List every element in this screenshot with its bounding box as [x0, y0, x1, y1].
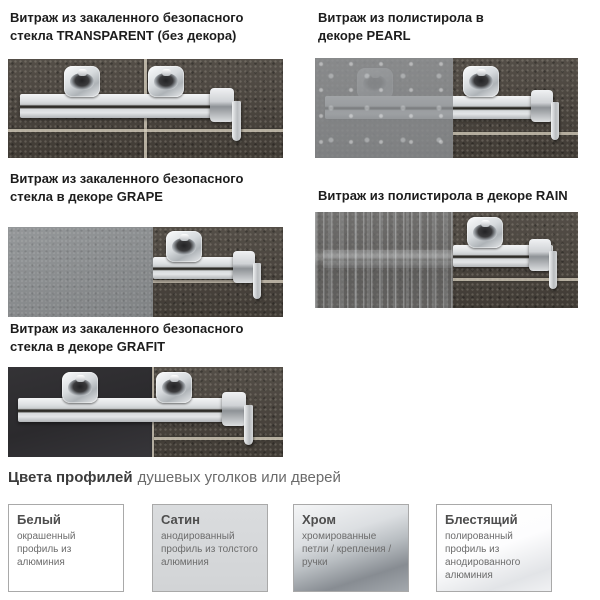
title-line: стекла в декоре GRAFIT: [10, 339, 166, 355]
glazing-title-grafit: [10, 320, 300, 357]
chrome-bracket-icon: [467, 217, 503, 248]
grout-line: [153, 280, 283, 283]
title-line: стекла TRANSPARENT (без декора): [10, 28, 237, 44]
door-handle-icon: [549, 251, 557, 289]
grout-line: [154, 437, 283, 440]
glazing-title-grape: [10, 170, 300, 207]
photo-glass-pearl: [315, 58, 578, 158]
grout-line: [453, 278, 578, 281]
rail-endcap: [529, 239, 551, 271]
rain-glass-overlay: [315, 212, 453, 308]
profiles-heading-bold: Цвета профилей: [8, 469, 133, 486]
chrome-bracket-icon: [156, 372, 192, 403]
rail-endcap: [222, 392, 246, 426]
title-line: стекла в декоре GRAPE: [10, 189, 163, 205]
photo-glass-grafit: [8, 367, 283, 457]
chrome-bracket-icon: [463, 66, 499, 97]
title-line: Витраж из закаленного безопасного: [10, 171, 244, 186]
glazing-title-pearl: [318, 9, 588, 46]
chrome-bracket-icon: [166, 231, 202, 262]
profile-card-title: Белый: [17, 512, 61, 527]
profile-card-title: Хром: [302, 512, 336, 527]
profiles-heading-rest: душевых уголков или дверей: [137, 469, 341, 486]
title-line: Витраж из полистирола в: [318, 10, 484, 25]
door-handle-icon: [232, 101, 241, 141]
door-handle-icon: [253, 263, 261, 299]
title-line: Витраж из закаленного безопасного: [10, 321, 244, 336]
chrome-bracket-icon: [62, 372, 98, 403]
profile-card-shiny: [436, 504, 552, 592]
profiles-heading: [8, 469, 341, 486]
profile-card-description: анодированный профиль из толстого алюминия: [161, 531, 258, 568]
glazing-title-rain: [318, 187, 600, 205]
rail-endcap: [233, 251, 255, 283]
profile-card-satin: [152, 504, 268, 592]
aluminum-rail: [18, 398, 244, 422]
profile-card-chrome: [293, 504, 409, 592]
photo-glass-rain: [315, 212, 578, 308]
grout-line: [453, 132, 578, 135]
profile-card-title: Блестящий: [445, 512, 518, 527]
rail-endcap: [210, 88, 234, 122]
rail-endcap: [531, 90, 553, 122]
title-line: декоре PEARL: [318, 28, 411, 44]
title-line: Витраж из закаленного безопасного: [10, 10, 244, 25]
title-line: Витраж из полистирола в декоре RAIN: [318, 188, 568, 203]
glazing-title-transparent: [10, 9, 300, 46]
profile-card-title: Сатин: [161, 512, 200, 527]
pearl-frost-overlay: [315, 58, 453, 158]
grape-glass-overlay: [8, 227, 153, 317]
chrome-bracket-icon: [148, 66, 184, 97]
profile-card-description: полированный профиль из анодированного алюминия: [445, 531, 521, 581]
profile-card-white: [8, 504, 124, 592]
photo-glass-transparent: [8, 59, 283, 158]
aluminum-rail: [20, 94, 232, 118]
door-handle-icon: [551, 102, 559, 140]
photo-glass-grape: [8, 227, 283, 317]
profile-card-description: хромированные петли / крепления / ручки: [302, 531, 392, 568]
grout-line: [8, 129, 283, 132]
profile-card-description: окрашенный профиль из алюминия: [17, 531, 76, 568]
chrome-bracket-icon: [64, 66, 100, 97]
door-handle-icon: [244, 405, 253, 445]
